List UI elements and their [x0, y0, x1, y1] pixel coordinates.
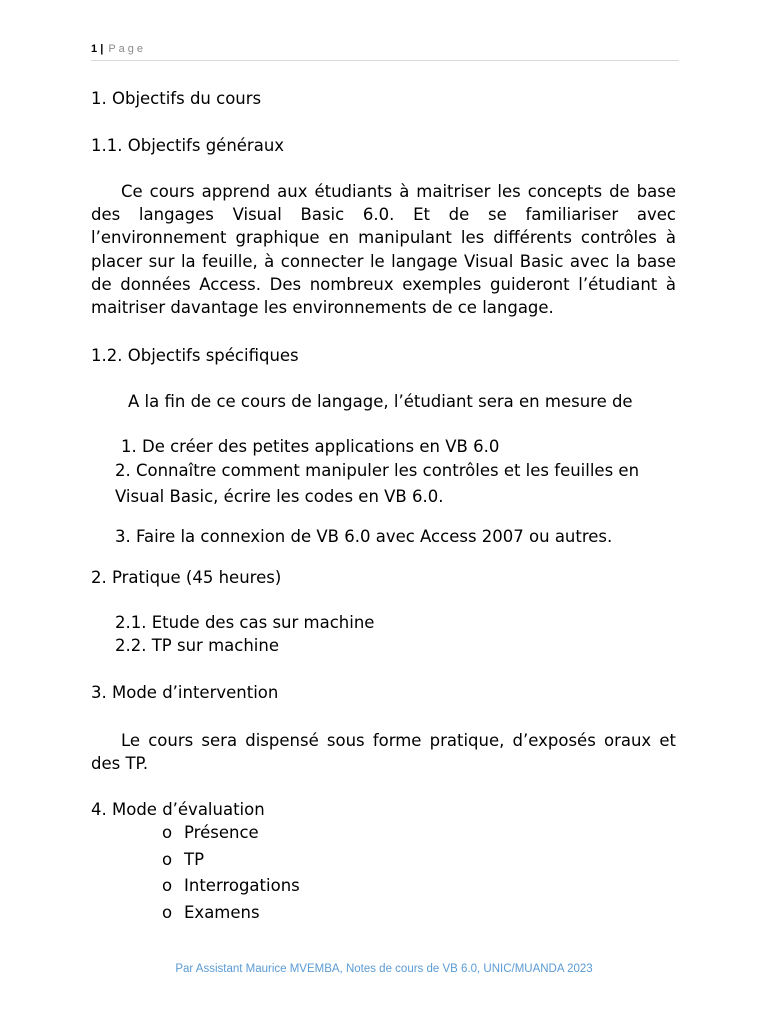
page-number: 1 — [91, 43, 98, 55]
list-item: o TP — [162, 850, 205, 869]
paragraph-objectifs-generaux — [91, 180, 676, 319]
bullet-icon: o — [162, 823, 173, 842]
paragraph-objectifs-generaux-text: Ce cours apprend aux étudiants à maitriser les concepts de base des langages Visual Basic 6.0. Et de se familiariser avec l’environnement graphique en manipulant les différents contrôles à placer sur la feuille, à connecter le langage Visual Basic avec la base de données Access. Des nombreux exemples guideront l’étudiant à maitriser davantage les environnements de ce langage. — [91, 182, 676, 318]
list-item: o Examens — [162, 903, 260, 922]
paragraph-mode-intervention — [91, 729, 676, 775]
paragraph-mode-intervention-text: Le cours sera dispensé sous forme pratique, d’exposés oraux et des TP. — [91, 731, 676, 774]
page-footer: Par Assistant Maurice MVEMBA, Notes de cours de VB 6.0, UNIC/MUANDA 2023 — [175, 963, 593, 975]
list-item: 2.2. TP sur machine — [115, 636, 279, 655]
list-item: 1. De créer des petites applications en VB 6.0 — [121, 437, 500, 456]
list-item: Visual Basic, écrire les codes en VB 6.0. — [115, 487, 444, 506]
page-label: Page — [108, 43, 147, 55]
heading-objectifs-du-cours: 1. Objectifs du cours — [91, 89, 262, 108]
list-item: o Interrogations — [162, 876, 300, 895]
list-item: o Présence — [162, 823, 259, 842]
heading-objectifs-generaux: 1.1. Objectifs généraux — [91, 136, 285, 155]
heading-objectifs-specifiques: 1.2. Objectifs spécifiques — [91, 346, 299, 365]
list-item: 3. Faire la connexion de VB 6.0 avec Access 2007 ou autres. — [115, 527, 613, 546]
intro-objectifs-specifiques: A la fin de ce cours de langage, l’étudiant sera en mesure de — [128, 392, 633, 411]
bullet-icon: o — [162, 876, 173, 895]
bullet-icon: o — [162, 903, 173, 922]
heading-pratique: 2. Pratique (45 heures) — [91, 568, 282, 587]
heading-mode-evaluation: 4. Mode d’évaluation — [91, 800, 265, 819]
page-header — [91, 42, 679, 61]
page-separator: | — [100, 43, 104, 55]
bullet-icon: o — [162, 850, 173, 869]
heading-mode-intervention: 3. Mode d’intervention — [91, 683, 279, 702]
list-item: 2.1. Etude des cas sur machine — [115, 613, 375, 632]
list-item: 2. Connaître comment manipuler les contrôles et les feuilles en — [115, 461, 640, 480]
